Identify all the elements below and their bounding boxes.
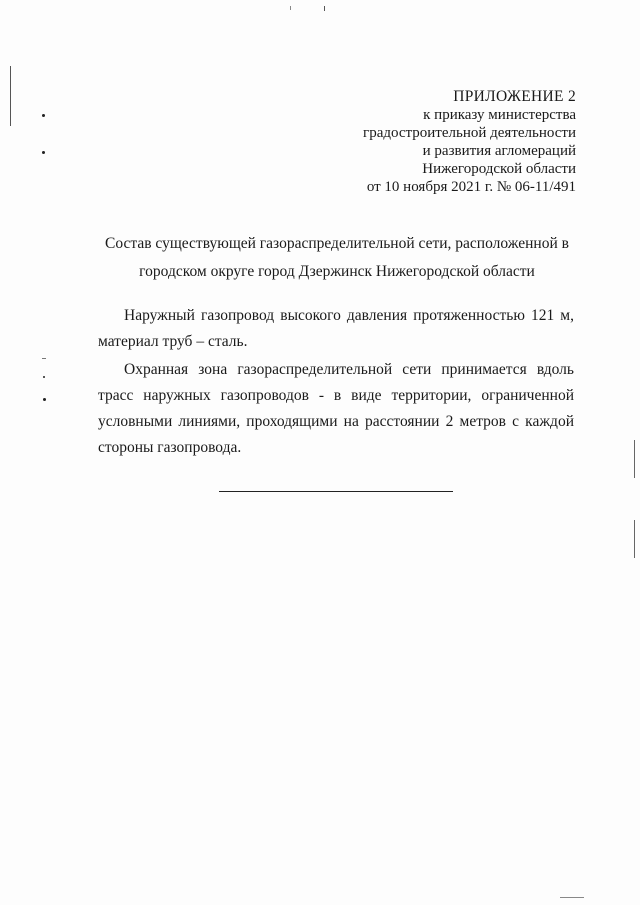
scan-mark <box>42 358 46 359</box>
document-title <box>96 230 578 286</box>
scan-dot <box>43 376 45 378</box>
scan-mark <box>560 897 584 898</box>
paragraph-protection-zone: Охранная зона газораспределительной сети принимается вдоль трасс наружных газопроводов - в виде территории, ограниченной условными линиями, проходящими на расстоянии 2 метров с каждой стороны газопровода. <box>98 361 574 456</box>
scan-dot <box>42 114 45 117</box>
document-title-line: Состав существующей газораспределительной сети, расположенной в <box>105 235 569 252</box>
scan-dot <box>43 398 46 401</box>
paragraph-pipeline: Наружный газопровод высокого давления протяженностью 121 м, материал труб – сталь. <box>98 307 574 350</box>
scan-mark <box>324 6 325 11</box>
appendix-title: ПРИЛОЖЕНИЕ 2 <box>453 88 576 105</box>
scan-dot <box>42 151 45 154</box>
scan-edge-line <box>634 440 635 478</box>
scan-mark <box>290 6 291 10</box>
appendix-header <box>363 88 576 196</box>
end-separator-line <box>219 491 453 492</box>
document-title-line: городском округе город Дзержинск Нижегородской области <box>139 263 535 280</box>
appendix-line: к приказу министерства <box>423 107 576 123</box>
appendix-line: Нижегородской области <box>422 161 576 177</box>
scan-edge-line <box>634 520 635 558</box>
appendix-order-date: от 10 ноября 2021 г. № 06-11/491 <box>366 179 576 195</box>
appendix-line: градостроительной деятельности <box>363 125 576 141</box>
appendix-line: и развития агломераций <box>422 143 576 159</box>
scan-edge-line <box>10 66 11 126</box>
